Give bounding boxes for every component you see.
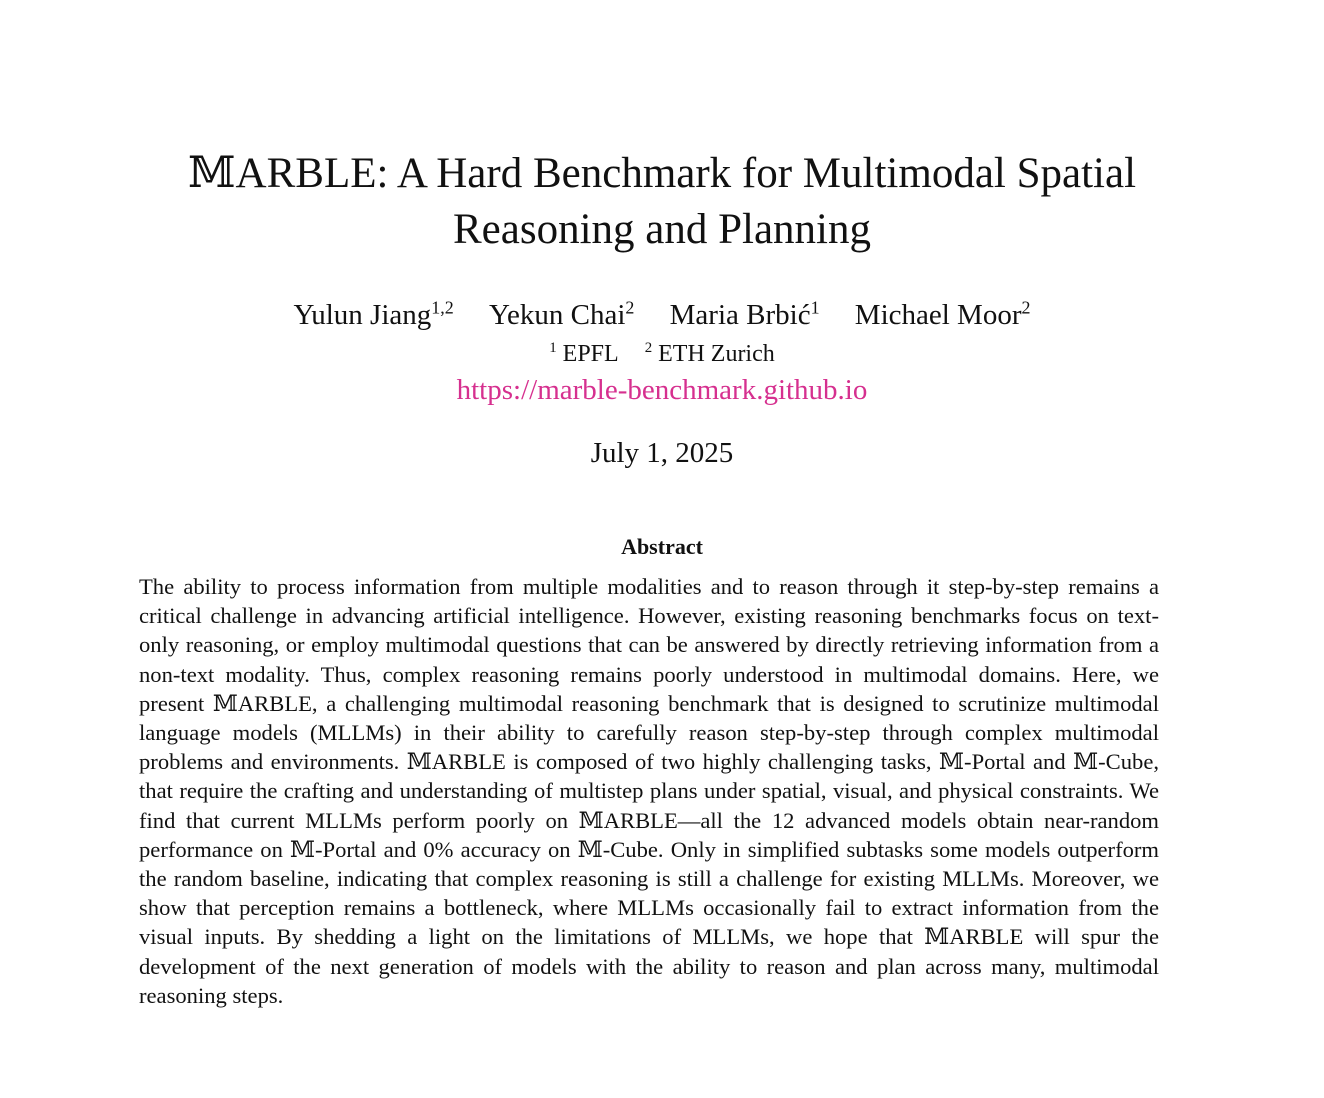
affiliation-mark: 1 <box>549 340 557 356</box>
affiliation-name: EPFL <box>562 341 619 367</box>
paper-title-line-1: 𝕄ARBLE: A Hard Benchmark for Multimodal Spatial <box>187 150 1137 197</box>
abstract-heading: Abstract <box>621 534 703 559</box>
author-name: Yulun Jiang <box>293 299 432 331</box>
paper-title <box>0 146 1324 258</box>
affiliation-list <box>0 338 1324 370</box>
author-4 <box>855 296 1031 334</box>
paper-title-line-2: Reasoning and Planning <box>452 206 871 253</box>
author-list <box>0 296 1324 334</box>
affiliation-name: ETH Zurich <box>658 341 775 367</box>
affiliation-mark: 2 <box>644 340 653 356</box>
affiliation-1 <box>549 338 618 370</box>
project-url <box>0 372 1324 408</box>
abstract-body <box>139 572 1159 1010</box>
author-2 <box>489 296 634 334</box>
abstract-text: The ability to process information from multiple modalities and to reason through it step-by-step remains a critical challenge in advancing artificial intelligence. However, existing reasoning benchmarks focus on text-only reasoning, or employ multimodal questions that can be answered by directly retrieving information from a non-text modality. Thus, complex reasoning remains poorly understood in multimodal domains. Here, we present 𝕄ARBLE, a challenging multimodal reasoning benchmark that is designed to scrutinize multimodal language models (MLLMs) in their ability to carefully reason step-by-step through complex multimodal problems and environments. 𝕄ARBLE is composed of two highly challenging tasks, 𝕄-Portal and 𝕄-Cube, that require the crafting and understanding of multistep plans under spatial, visual, and physical constraints. We find that current MLLMs perform poorly on 𝕄ARBLE—all the 12 advanced models obtain near-random performance on 𝕄-Portal and 0% accuracy on 𝕄-Cube. Only in simplified subtasks some models outperform the random baseline, indicating that complex reasoning is still a challenge for existing MLLMs. Moreover, we show that perception remains a bottleneck, where MLLMs occasionally fail to extract information from the visual inputs. By shedding a light on the limitations of MLLMs, we hope that 𝕄ARBLE will spur the development of the next generation of models with the ability to reason and plan across many, multimodal reasoning steps. <box>139 574 1159 1008</box>
author-affiliation-mark: 2 <box>625 297 635 318</box>
author-1 <box>294 296 454 334</box>
affiliation-2 <box>645 338 775 370</box>
author-affiliation-mark: 1,2 <box>431 297 454 318</box>
author-name: Yekun Chai <box>488 299 626 331</box>
author-3 <box>670 296 820 334</box>
author-name: Michael Moor <box>854 299 1022 331</box>
author-affiliation-mark: 2 <box>1021 297 1031 318</box>
publication-date: July 1, 2025 <box>590 437 734 469</box>
project-url-link[interactable]: https://marble-benchmark.github.io <box>456 374 868 406</box>
author-affiliation-mark: 1 <box>810 297 820 318</box>
author-name: Maria Brbić <box>669 299 811 331</box>
